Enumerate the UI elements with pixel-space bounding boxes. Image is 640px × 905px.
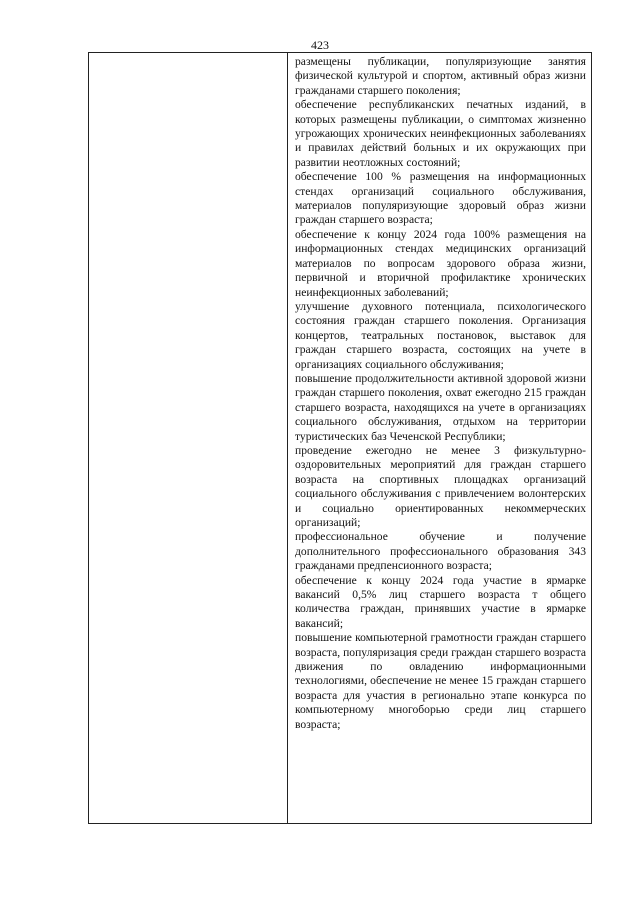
table-left-column [89, 53, 288, 823]
table-right-column [295, 55, 586, 732]
paragraph: профессиональное обучение и получение дополнительного профессионального образования 343 гражданами предпенсионного возраста; [295, 530, 586, 573]
paragraph: повышение продолжительности активной здоровой жизни граждан старшего поколения, охват ежегодно 215 граждан старшего возраста, находящихся на учете в организациях социального обслуживания, отдыхом на территории туристических баз Чеченской Республики; [295, 371, 586, 443]
document-table [88, 52, 592, 824]
paragraph: размещены публикации, популяризующие занятия физической культурой и спортом, активный образ жизни гражданами старшего поколения; [295, 55, 586, 97]
paragraph: обеспечение к концу 2024 года участие в ярмарке вакансий 0,5% лиц старшего возраста т общего количества граждан, принявших участие в ярмарке вакансий; [295, 573, 586, 630]
paragraph: проведение ежегодно не менее 3 физкультурно-оздоровительных мероприятий для граждан старшего возраста на спортивных площадках организаций социального обслуживания с привлечением волонтерских и социально ориентированных некоммерческих организаций; [295, 443, 586, 529]
page-number: 423 [311, 38, 329, 52]
paragraph: повышение компьютерной грамотности граждан старшего возраста, популяризация среди граждан старшего возраста движения по овладению информационными технологиями, обеспечение не менее 15 граждан старшего возраста для участия в регионально этапе конкурса по компьютерному многоборью среди лиц старшего возраста; [295, 631, 586, 731]
paragraph: обеспечение республиканских печатных изданий, в которых размещены публикации, о симптомах жизненно угрожающих хронических неинфекционных заболеваниях и правилах действий больных и их окружающих при развитии неотложных состояний; [295, 98, 586, 169]
paragraph: улучшение духовного потенциала, психологического состояния граждан старшего поколения. Организация концертов, театральных постановок, выставок для граждан старшего возраста, состоящих на учете в организациях социального обслуживания; [295, 299, 586, 371]
paragraph: обеспечение 100 % размещения на информационных стендах организаций социального обслуживания, материалов популяризующие здоровый образ жизни граждан старшего возраста; [295, 170, 586, 227]
paragraph: обеспечение к концу 2024 года 100% размещения на информационных стендах медицинских организаций материалов по вопросам здорового образа жизни, первичной и вторичной профилактике хронических неинфекционных заболеваний; [295, 227, 586, 299]
